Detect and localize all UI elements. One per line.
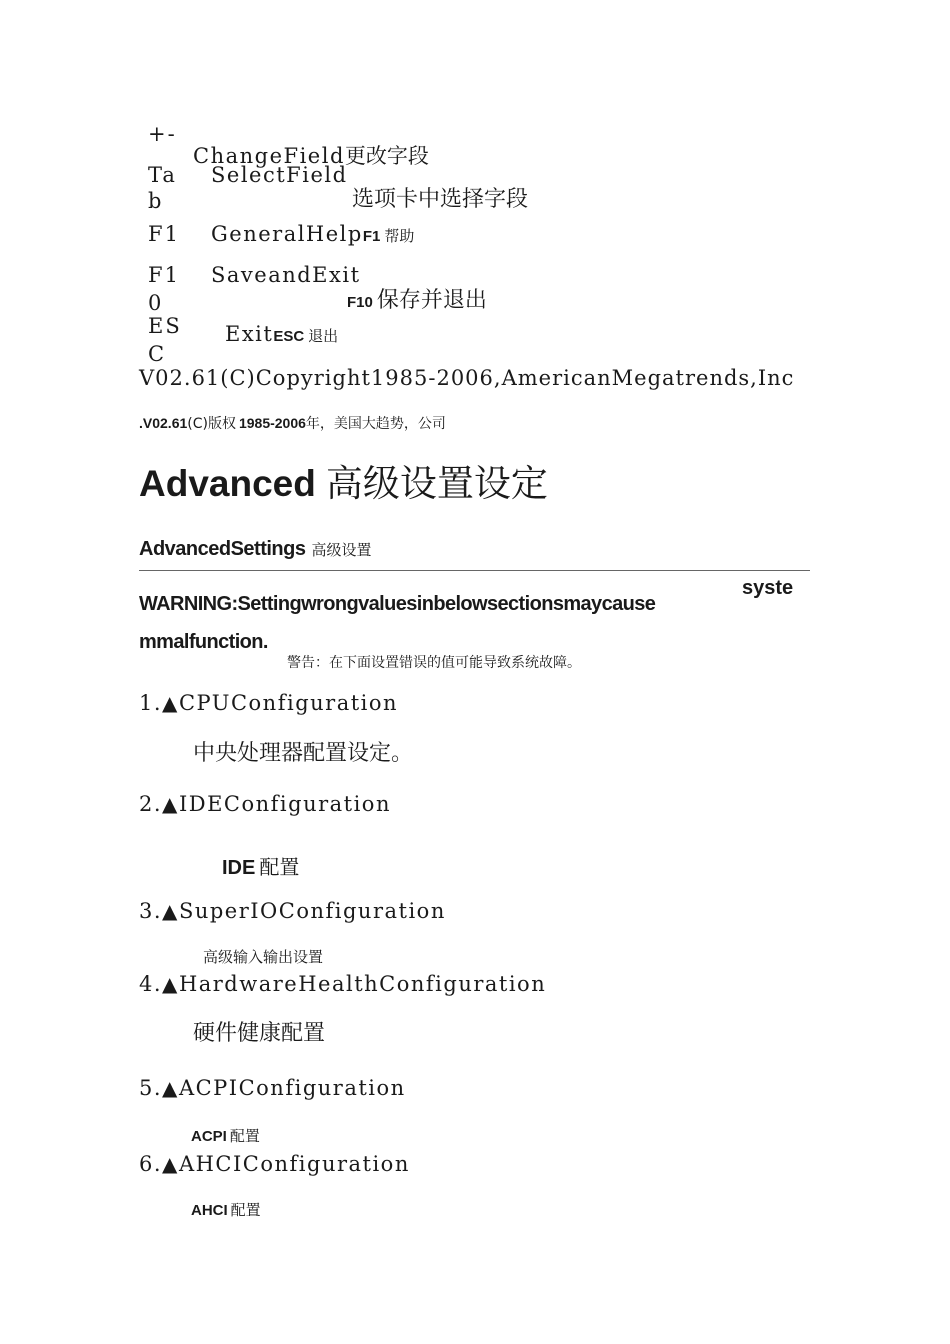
copyright-word: 版权 <box>207 416 236 432</box>
key-cn-key: F10 <box>347 294 373 311</box>
key-cn-select-field: 选项卡中选择字段 <box>352 187 529 212</box>
item-label: SuperIOConfiguration <box>178 899 446 923</box>
item-cn-acpi <box>191 1125 260 1146</box>
page-title-cn: 高级设置设定 <box>325 462 548 505</box>
page-title-en: Advanced <box>139 463 316 504</box>
key-tab <box>148 162 188 213</box>
item-label: AHCIConfiguration <box>178 1152 410 1176</box>
list-item-ide <box>139 792 391 816</box>
key-esc <box>148 312 188 366</box>
item-number: 6. <box>139 1152 163 1176</box>
item-number: 5. <box>139 1076 163 1100</box>
key-desc-select-field: SelectField <box>211 163 348 187</box>
key-desc-change-field <box>193 140 453 168</box>
item-cn-prefix: AHCI <box>191 1202 228 1219</box>
key-desc-cn: 更改字段 <box>344 144 429 168</box>
list-item-superio <box>139 899 446 923</box>
key-f1: F1 <box>148 222 180 246</box>
item-cn-cpu: 中央处理器配置设定。 <box>193 741 414 766</box>
section-title-cn: 高级设置 <box>311 541 372 559</box>
item-number: 3. <box>139 899 163 923</box>
item-label: CPUConfiguration <box>178 691 399 715</box>
key-cn-key: F1 <box>362 228 381 245</box>
warning-line1: WARNING:Settingwrongvaluesinbelowsectionsmaycause <box>139 593 656 615</box>
item-number: 4. <box>139 972 163 996</box>
list-item-acpi <box>139 1076 406 1100</box>
item-cn-superio: 高级输入输出设置 <box>203 948 324 966</box>
item-number: 1. <box>139 691 163 715</box>
key-cn: 保存并退出 <box>376 288 487 313</box>
copyright-version: .V02.61 <box>139 415 188 431</box>
section-title-en: AdvancedSettings <box>139 538 306 560</box>
key-f10-label: F1 0 <box>148 263 180 315</box>
item-label: ACPIConfiguration <box>178 1076 406 1100</box>
section-title <box>139 538 372 561</box>
triangle-icon: ▲ <box>162 1076 179 1100</box>
item-cn: 配置 <box>230 1201 261 1219</box>
item-cn-prefix: IDE <box>222 857 256 879</box>
list-item-ahci <box>139 1152 410 1176</box>
item-cn: 配置 <box>229 1127 260 1145</box>
item-cn-hardware-health: 硬件健康配置 <box>193 1021 326 1046</box>
triangle-icon: ▲ <box>162 691 179 715</box>
key-cn-save-exit <box>347 283 487 314</box>
triangle-icon: ▲ <box>162 792 179 816</box>
copyright-en: V02.61(C)Copyright1985-2006,AmericanMegatrends,Inc <box>139 366 795 390</box>
key-desc-en: ChangeField <box>193 144 345 168</box>
warning-cn: 警告：在下面设置错误的值可能导致系统故障。 <box>287 655 581 671</box>
key-plusminus: +- <box>148 122 177 146</box>
key-desc-exit <box>225 322 425 348</box>
copyright-c: (C) <box>187 416 208 432</box>
key-desc-en: GeneralHelp <box>211 222 363 246</box>
item-cn-ahci <box>191 1199 261 1220</box>
warning-superscript: syste <box>742 577 794 599</box>
item-label: IDEConfiguration <box>178 792 391 816</box>
key-tab-label: Ta b <box>148 163 177 213</box>
key-desc-save-exit: SaveandExit <box>211 263 361 287</box>
page-title <box>139 453 548 507</box>
key-desc-en: Exit <box>225 322 274 346</box>
copyright-cn <box>139 413 446 433</box>
copyright-company: 年，美国大趋势，公司 <box>305 416 446 432</box>
item-cn-ide <box>222 851 299 880</box>
warning-line2: mmalfunction. <box>139 631 268 653</box>
key-desc-general-help <box>211 222 414 246</box>
key-cn: 帮助 <box>384 227 415 245</box>
triangle-icon: ▲ <box>162 972 179 996</box>
item-cn: 配置 <box>259 855 300 879</box>
key-cn-key: ESC <box>273 328 305 345</box>
key-esc-label: ES C <box>148 314 182 366</box>
copyright-years: 1985-2006 <box>238 415 306 431</box>
triangle-icon: ▲ <box>162 1152 179 1176</box>
key-f10 <box>148 261 188 315</box>
section-divider <box>139 570 810 571</box>
list-item-hardware-health <box>139 972 546 996</box>
triangle-icon: ▲ <box>162 899 179 923</box>
item-label: HardwareHealthConfiguration <box>178 972 547 996</box>
item-number: 2. <box>139 792 163 816</box>
item-cn-prefix: ACPI <box>191 1128 227 1145</box>
key-cn: 退出 <box>308 327 339 345</box>
list-item-cpu <box>139 691 398 715</box>
